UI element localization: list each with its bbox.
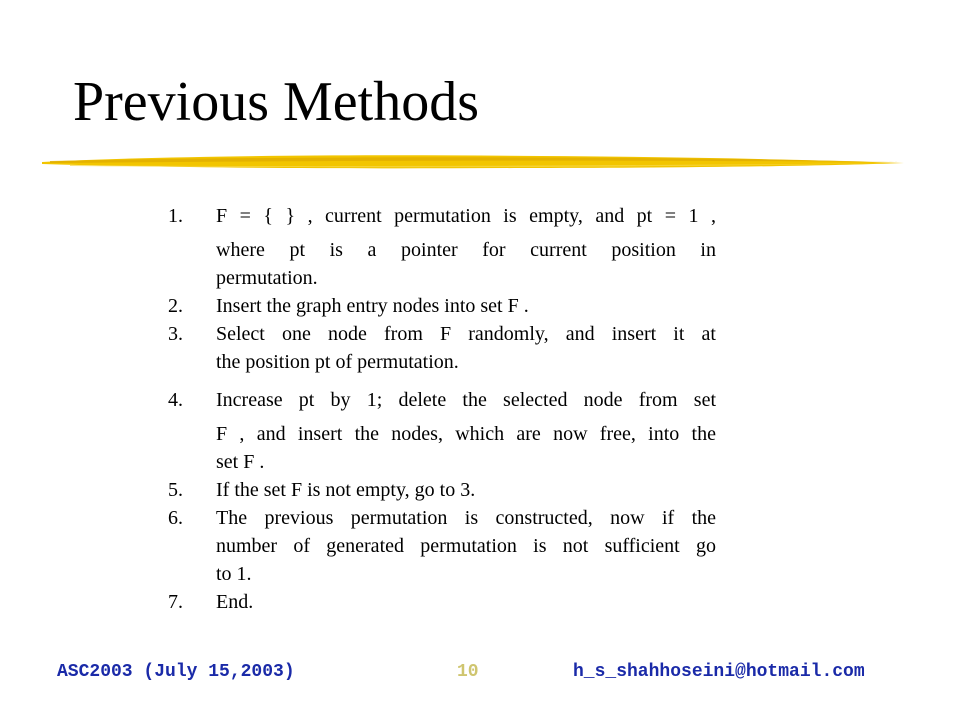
step-number: 2. [168,295,183,317]
slide-footer [0,662,960,692]
step-line: End. [216,591,254,613]
footer-page-number: 10 [457,662,479,682]
step-number: 6. [168,507,183,529]
procedure-list [168,196,716,616]
step-line: permutation. [216,267,318,289]
step-2 [168,292,716,320]
step-7 [168,588,716,616]
footer-email: h_s_shahhoseini@hotmail.com [573,662,865,682]
footer-conference: ASC2003 (July 15,2003) [57,662,295,682]
step-line: Insert the graph entry nodes into set F . [216,295,529,317]
step-5 [168,476,716,504]
step-line: If the set F is not empty, go to 3. [216,479,476,501]
step-number: 1. [168,205,183,227]
step-line: F , and insert the nodes, which are now free, into the [216,423,716,445]
step-6 [168,504,716,588]
step-line: the position pt of permutation. [216,351,459,373]
step-line: set F . [216,451,265,473]
slide-title: Previous Methods [73,71,479,133]
step-1 [168,202,716,292]
step-line: Increase pt by 1; delete the selected node from set [216,389,716,411]
step-line: to 1. [216,563,252,585]
step-number: 4. [168,389,183,411]
step-line: where pt is a pointer for current position in [216,239,716,261]
step-line: Select one node from F randomly, and insert it at [216,323,716,345]
step-number: 5. [168,479,183,501]
step-line: number of generated permutation is not sufficient go [216,535,716,557]
step-line: F = { } , current permutation is empty, and pt = 1 , [216,205,716,227]
step-line: The previous permutation is constructed, now if the [216,507,716,529]
step-number: 3. [168,323,183,345]
step-4 [168,386,716,476]
step-3 [168,320,716,376]
title-underline-brush [40,150,906,176]
step-number: 7. [168,591,183,613]
